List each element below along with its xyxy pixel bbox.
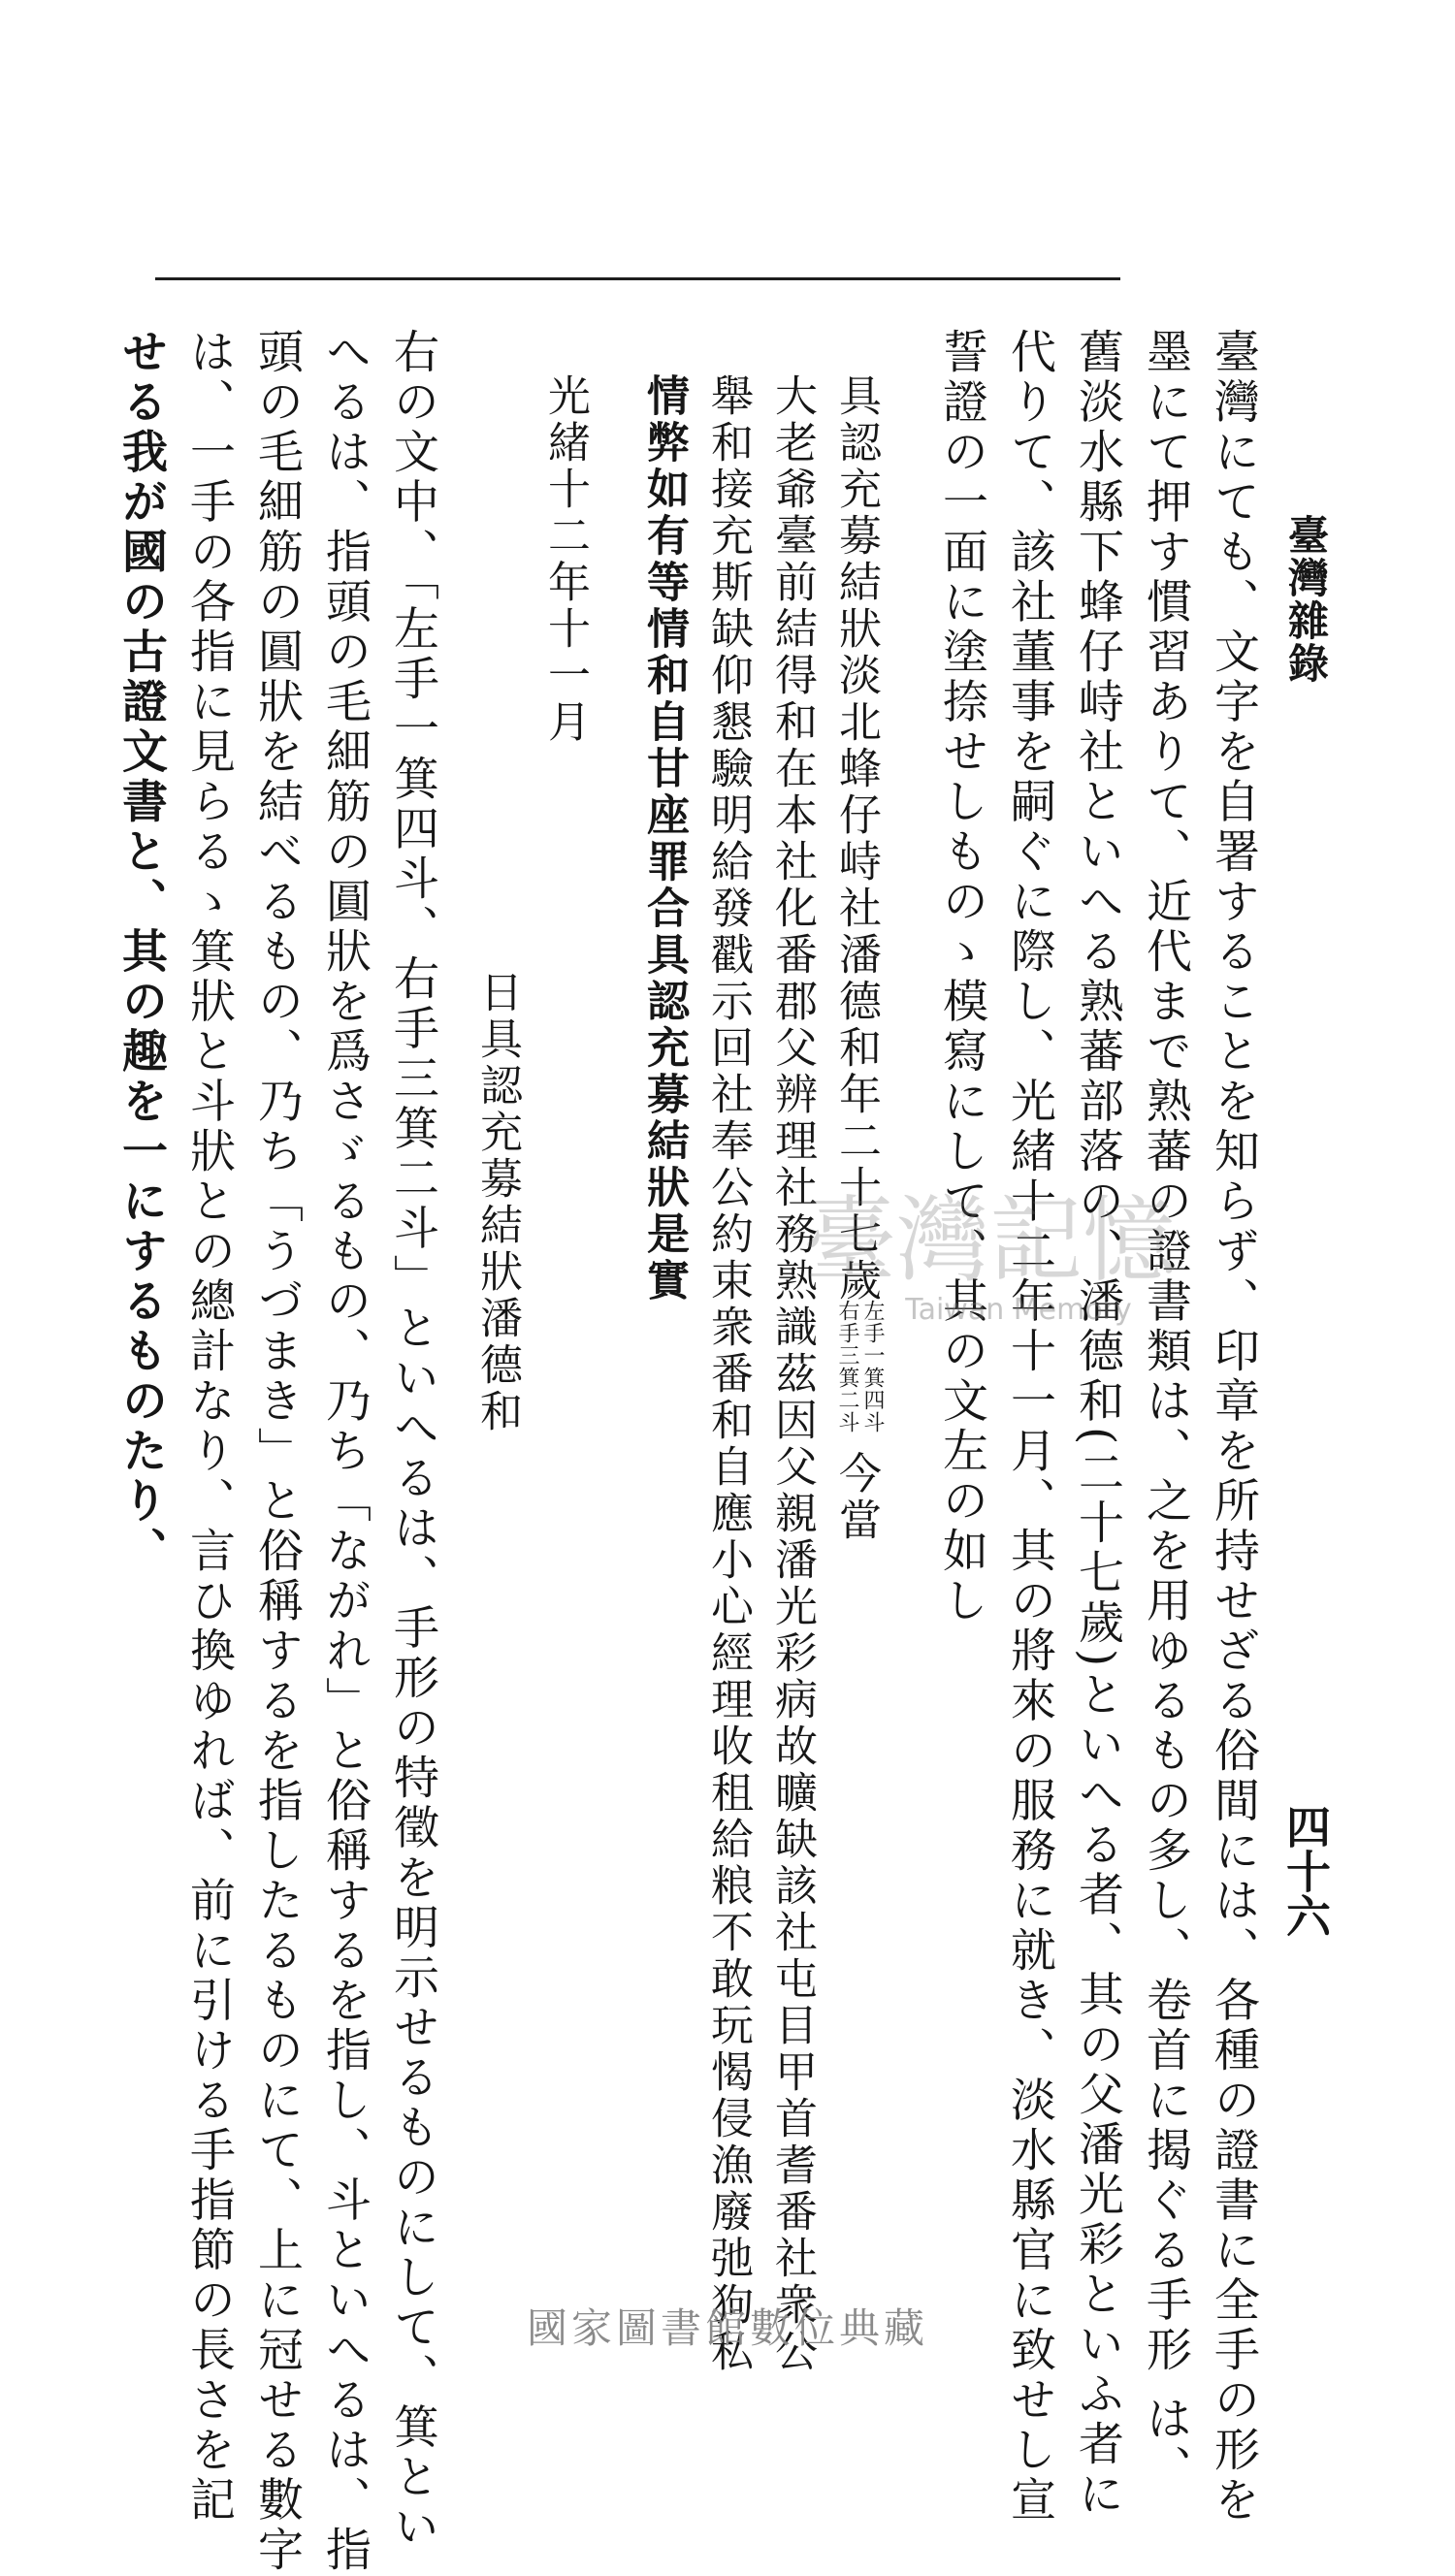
text-column-9: 情弊如有等情和自甘座罪合具認充募結狀是實 [639,373,689,1304]
text-column-7: 大老爺臺前結得和在本社化番郡父辨理社務熟識茲因父親潘光彩病故曠缺該社屯目甲首耆番社衆公 [767,373,817,2375]
text-column-14: 頭の毛細筋の圓狀を結べるもの、乃ち「うづまき」と俗稱するを指したるものにて、上に冠せる數字 [250,328,304,2576]
watermark-logo-text: 臺灣記憶 [803,1186,1176,1295]
text-column-3: 舊淡水縣下蜂仔峙社といへる熟蕃部落の、潘德和(二十七歲)といへる者、其の父潘光彩といふ者に [1071,328,1124,2521]
text-column-4: 代りて、該社董事を嗣ぐに際し、光緒十二年十一月、其の將來の服務に就き、淡水縣官に致せし宣 [1003,328,1056,2526]
text-column-10: 光緒十二年十一月 [540,373,590,746]
text-column-11: 日具認充募結狀潘德和 [472,970,522,1435]
inline-note-left-hand: 左手一箕四斗 [860,1300,885,1433]
text-column-12: 右の文中、「左手一箕四斗、右手三箕二斗」といへるは、手形の特徵を明示せるものにして、箕とい [386,328,439,2553]
text-column-5: 誓證の一面に塗捺せしものゝ模寫にして、其の文左の如し [935,328,988,1626]
text-column-2: 墨にて押す慣習ありて、近代まで熟蕃の證書類は、之を用ゆるもの多し、卷首に揭ぐる手形 は、 [1139,328,1192,2495]
text-column-8: 舉和接充斯缺仰懇驗明給發戳示回社奉公約束衆番和自應小心經理收租給粮不敢玩愒侵漁廢弛狗私 [703,373,753,2375]
inline-note-right-hand: 右手三箕二斗 [835,1300,859,1433]
text-column-1: 臺灣にても、文字を自署することを知らず、印章を所持せざる俗間には、各種の證書に全手の形を [1207,328,1260,2526]
digital-collection-footer: 國家圖書館數位典藏 [526,2304,928,2352]
inline-note-suffix: 今當 [831,1451,881,1544]
text-column-6: 具認充募結狀淡北蜂仔峙社潘德和年二十七歲 [831,373,881,1304]
text-column-15: は、一手の各指に見らるゝ箕狀と斗狀との總計なり、言ひ換ゆれば、前に引ける手指節の長さを記 [182,328,236,2526]
header-rule [155,277,1120,280]
page-number: 四十六 [1279,1804,1332,1938]
text-column-13: へるは、指頭の毛細筋の圓狀を爲さゞるもの、乃ち「ながれ」と俗稱するを指し、斗といへるは、指 [318,328,372,2576]
text-column-16: せる我が國の古證文書と、其の趣を一にするものたり、 [114,328,168,1577]
running-header-title: 臺灣雜錄 [1282,514,1330,685]
watermark-logo-subtext: Taiwan Memory [905,1293,1132,1327]
